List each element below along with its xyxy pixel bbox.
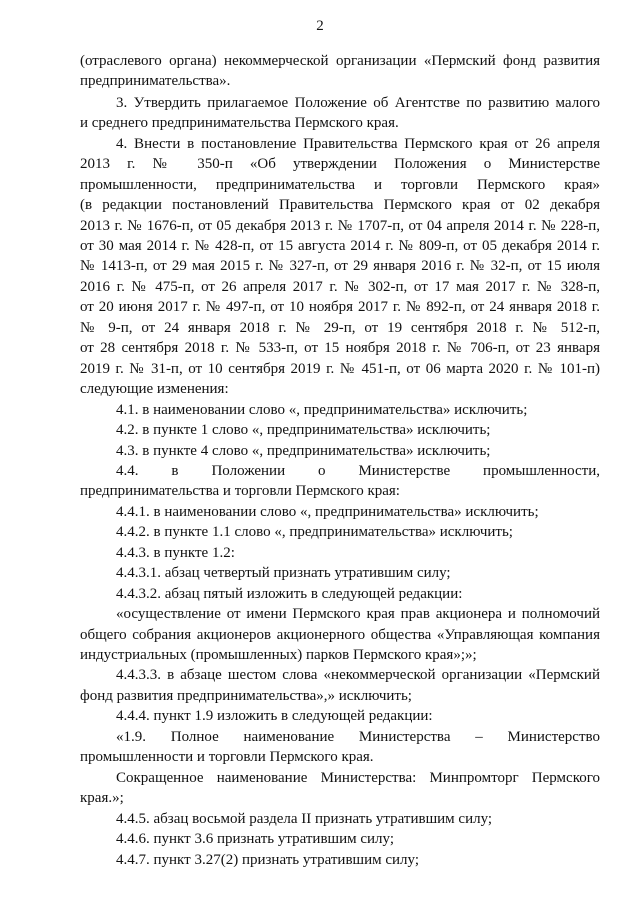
- page-number: 2: [316, 18, 324, 34]
- text-line: 4. Внести в постановление Правительства Пермского края от 26 апреля: [116, 136, 600, 152]
- text-line: 2016 г. № 475-п, от 26 апреля 2017 г. № 302-п, от 17 мая 2017 г. № 328-п,: [80, 279, 600, 295]
- text-line: 4.4. в Положении о Министерстве промышленности,: [116, 463, 600, 479]
- text-line: предпринимательства».: [80, 73, 231, 89]
- text-line: «осуществление от имени Пермского края прав акционера и полномочий: [116, 606, 600, 622]
- text-line: (отраслевого органа) некоммерческой организации «Пермский фонд развития: [80, 53, 600, 69]
- text-line: от 20 июня 2017 г. № 497-п, от 10 ноября 2017 г. № 892-п, от 24 января 2018 г.: [80, 299, 600, 315]
- text-line: 4.2. в пункте 1 слово «, предпринимательства» исключить;: [116, 422, 491, 438]
- text-line: 4.4.7. пункт 3.27(2) признать утратившим силу;: [116, 852, 419, 868]
- text-line: от 28 сентября 2018 г. № 533-п, от 15 ноября 2018 г. № 706-п, от 23 января: [80, 340, 600, 356]
- text-line: предпринимательства и торговли Пермского края:: [80, 483, 400, 499]
- text-line: 2019 г. № 31-п, от 10 сентября 2019 г. № 451-п, от 06 марта 2020 г. № 101-п): [80, 361, 600, 377]
- text-line: и среднего предпринимательства Пермского края.: [80, 115, 399, 131]
- text-line: 4.4.1. в наименовании слово «, предпринимательства» исключить;: [116, 504, 539, 520]
- text-line: 4.1. в наименовании слово «, предпринимательства» исключить;: [116, 402, 528, 418]
- text-line: от 30 мая 2014 г. № 428-п, от 15 августа 2014 г. № 809-п, от 05 декабря 2014 г.: [80, 238, 600, 254]
- text-line: 4.4.5. абзац восьмой раздела II признать утратившим силу;: [116, 811, 493, 827]
- text-line: «1.9. Полное наименование Министерства – Министерство: [116, 729, 600, 745]
- text-line: 2013 г. № 1676-п, от 05 декабря 2013 г. № 1707-п, от 04 апреля 2014 г. № 228-п,: [80, 218, 600, 234]
- text-line: индустриальных (промышленных) парков Пермского края»;»;: [80, 647, 477, 663]
- text-line: (в редакции постановлений Правительства Пермского края от 02 декабря: [80, 197, 600, 213]
- text-line: № 9-п, от 24 января 2018 г. № 29-п, от 19 сентября 2018 г. № 512-п,: [80, 320, 600, 336]
- text-line: 4.4.3. в пункте 1.2:: [116, 545, 235, 561]
- text-line: 3. Утвердить прилагаемое Положение об Агентстве по развитию малого: [116, 95, 600, 111]
- text-line: промышленности, предпринимательства и торговли Пермского края»: [80, 177, 600, 193]
- text-line: 4.4.6. пункт 3.6 признать утратившим силу;: [116, 831, 395, 847]
- text-line: 2013 г. № 350-п «Об утверждении Положения о Министерстве: [80, 156, 600, 172]
- text-line: 4.4.3.2. абзац пятый изложить в следующей редакции:: [116, 586, 463, 602]
- text-line: фонд развития предпринимательства»,» исключить;: [80, 688, 412, 704]
- text-line: промышленности и торговли Пермского края.: [80, 749, 374, 765]
- text-line: следующие изменения:: [80, 381, 229, 397]
- text-line: 4.4.3.1. абзац четвертый признать утратившим силу;: [116, 565, 451, 581]
- text-line: 4.4.4. пункт 1.9 изложить в следующей редакции:: [116, 708, 433, 724]
- text-line: края.»;: [80, 790, 124, 806]
- text-line: 4.4.2. в пункте 1.1 слово «, предпринимательства» исключить;: [116, 524, 513, 540]
- text-line: общего собрания акционеров акционерного общества «Управляющая компания: [80, 627, 600, 643]
- text-line: № 1413-п, от 29 мая 2015 г. № 327-п, от 29 января 2016 г. № 32-п, от 15 июля: [80, 258, 600, 274]
- text-line: 4.4.3.3. в абзаце шестом слова «некоммерческой организации «Пермский: [116, 667, 600, 683]
- text-line: 4.3. в пункте 4 слово «, предпринимательства» исключить;: [116, 443, 491, 459]
- text-line: Сокращенное наименование Министерства: Минпромторг Пермского: [116, 770, 600, 786]
